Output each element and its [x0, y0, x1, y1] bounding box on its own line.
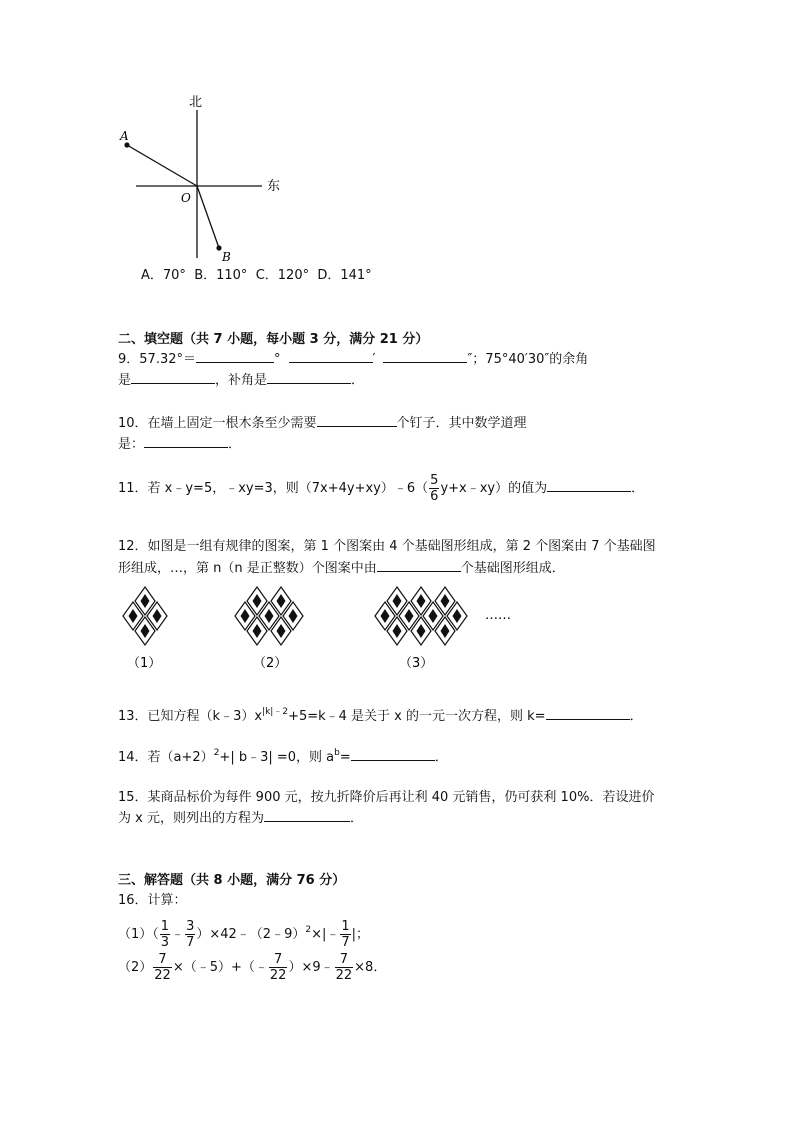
q10-line2-end: ． — [228, 437, 242, 452]
q14-sup1: 2 — [213, 748, 220, 758]
q11-fraction — [429, 473, 439, 504]
q9-line1 — [118, 348, 588, 367]
q16-p1-frac3 — [340, 919, 350, 950]
q12-pattern-figure — [115, 585, 535, 677]
pattern-label-2: （2） — [253, 656, 288, 671]
q9-line2 — [118, 369, 364, 388]
q16-p1-mid2: ×|﹣ — [311, 927, 340, 942]
q11-prefix: 11．若 x﹣y=5，﹣xy=3，则（7x+4y+xy）﹣6（ — [118, 481, 429, 496]
pattern-label-3: （3） — [399, 656, 434, 671]
pattern-dots: …… — [485, 608, 511, 623]
q16-p2-mid2: ）×9﹣ — [288, 960, 334, 975]
q15-line2-end: ． — [349, 811, 363, 826]
q16-p1-frac1 — [160, 919, 170, 950]
q12-line2-suffix: 个基础图形组成． — [460, 561, 565, 576]
q9-line2-mid: ，补角是 — [215, 373, 268, 388]
q13-mid: +5=k﹣4 是关于 x 的一元一次方程，则 k= — [288, 709, 546, 724]
q12-line1: 12．如图是一组有规律的图案，第 1 个图案由 4 个基础图形组成，第 2 个图案由 7 个基础图 — [118, 539, 656, 554]
q13-end: ． — [629, 709, 643, 724]
q16-p2-end: ×8． — [354, 960, 387, 975]
q10-line2-prefix: 是： — [118, 437, 145, 452]
q9-deg: ° — [274, 352, 281, 367]
label-a: A — [120, 129, 129, 143]
q9-line2-end: ． — [351, 373, 365, 388]
q9-blank-sec[interactable] — [383, 351, 467, 363]
point-a — [124, 142, 129, 147]
q9-sec: ″；75°40′30″的余角 — [467, 352, 589, 367]
q14-mid: +| b﹣3| =0，则 a — [219, 750, 335, 765]
q11-line — [118, 472, 644, 506]
q16-p1-sup: 2 — [305, 925, 312, 935]
q10-line2 — [118, 433, 241, 452]
q11-frac-num: 5 — [430, 473, 439, 488]
q9-line2-prefix: 是 — [118, 373, 132, 388]
q16-p2-frac3 — [335, 952, 354, 983]
q10-blank-reason[interactable] — [144, 436, 228, 448]
q16-p1-f2-num: 3 — [186, 919, 195, 934]
q16-p2-frac1 — [153, 952, 172, 983]
q16-p2-mid1: ×（﹣5）+（﹣ — [172, 960, 268, 975]
q16-p1-f3-den: 7 — [341, 935, 350, 950]
q14-end: ． — [434, 750, 448, 765]
q15-line2 — [118, 807, 363, 826]
q16-p2-f3-num: 7 — [335, 952, 354, 968]
q15-line2-prefix: 为 x 元，则列出的方程为 — [118, 811, 264, 826]
q8-options: A．70° B．110° C．120° D．141° — [141, 268, 372, 283]
q16-p2-label: （2） — [118, 960, 153, 975]
q14-line — [118, 746, 448, 765]
q16-p1-minus: ﹣ — [171, 927, 185, 942]
q16-p1-frac2 — [185, 919, 195, 950]
q13-exponent: |k|﹣2 — [262, 707, 289, 717]
q16-p1-f2-den: 7 — [186, 935, 195, 950]
pattern-1 — [123, 587, 167, 645]
ray-ob — [197, 186, 219, 248]
q16-p1-f1-den: 3 — [160, 935, 170, 950]
q12-blank-count[interactable] — [377, 560, 461, 572]
q14-eq: = — [339, 750, 351, 765]
q13-prefix: 13．已知方程（k﹣3）x — [118, 709, 263, 724]
pattern-2 — [235, 587, 303, 645]
q15-blank-equation[interactable] — [264, 810, 350, 822]
q16-part2 — [118, 951, 386, 985]
q10-blank-nails[interactable] — [317, 415, 397, 427]
section2-heading: 二、填空题（共 7 小题，每小题 3 分，满分 21 分） — [118, 332, 429, 347]
q16-p2-f1-den: 22 — [154, 968, 171, 983]
q16-p1-mid: ）×42﹣（2﹣9） — [196, 927, 306, 942]
q16-title: 16．计算： — [118, 893, 187, 908]
q9-blank-supplement[interactable] — [267, 372, 351, 384]
pattern-3 — [375, 587, 467, 645]
q9-blank-min[interactable] — [289, 351, 373, 363]
q14-prefix: 14．若（a+2） — [118, 750, 214, 765]
q15-line1: 15．某商品标价为每件 900 元，按九折降价后再让利 40 元销售，仍可获利 10%．若设进价 — [118, 790, 655, 805]
q16-p2-frac2 — [269, 952, 288, 983]
q16-p2-f2-den: 22 — [269, 968, 287, 983]
q10-suffix: 个钉子．其中数学道理 — [396, 416, 527, 431]
q14-blank-value[interactable] — [351, 749, 435, 761]
label-east: 东 — [267, 179, 281, 194]
q13-blank-k[interactable] — [546, 708, 630, 720]
q9-blank-deg[interactable] — [196, 351, 274, 363]
q14-sup2: b — [334, 748, 340, 758]
label-north: 北 — [189, 95, 203, 110]
q16-p2-f3-den: 22 — [335, 968, 353, 983]
q9-min: ′ — [372, 352, 376, 367]
q16-p1-label: （1）（ — [118, 927, 159, 942]
q10-line1 — [118, 412, 527, 431]
compass-figure — [110, 90, 300, 270]
q11-end: ． — [631, 481, 645, 496]
q16-p1-end: |； — [351, 927, 370, 942]
q13-line — [118, 704, 643, 724]
label-o: O — [181, 191, 191, 205]
ray-oa — [127, 145, 197, 186]
q9-prefix: 9．57.32°＝ — [118, 352, 196, 367]
q16-p1-f3-num: 1 — [341, 919, 350, 934]
point-b — [216, 245, 221, 250]
q9-blank-complement[interactable] — [131, 372, 215, 384]
q10-prefix: 10．在墙上固定一根木条至少需要 — [118, 416, 317, 431]
q11-suffix: y+x﹣xy）的值为 — [440, 481, 548, 496]
section3-heading: 三、解答题（共 8 小题，满分 76 分） — [118, 873, 346, 888]
q12-line2 — [118, 557, 565, 576]
q16-p1-f1-num: 1 — [160, 919, 170, 934]
q16-part1 — [118, 913, 369, 952]
q12-line2-prefix: 形组成，…，第 n（n 是正整数）个图案中由 — [118, 561, 377, 576]
pattern-label-1: （1） — [127, 656, 162, 671]
label-b: B — [222, 250, 231, 264]
q16-p2-f1-num: 7 — [153, 952, 172, 968]
q11-blank-value[interactable] — [547, 480, 631, 492]
q16-p2-f2-num: 7 — [269, 952, 288, 968]
q11-frac-den: 6 — [430, 489, 439, 504]
